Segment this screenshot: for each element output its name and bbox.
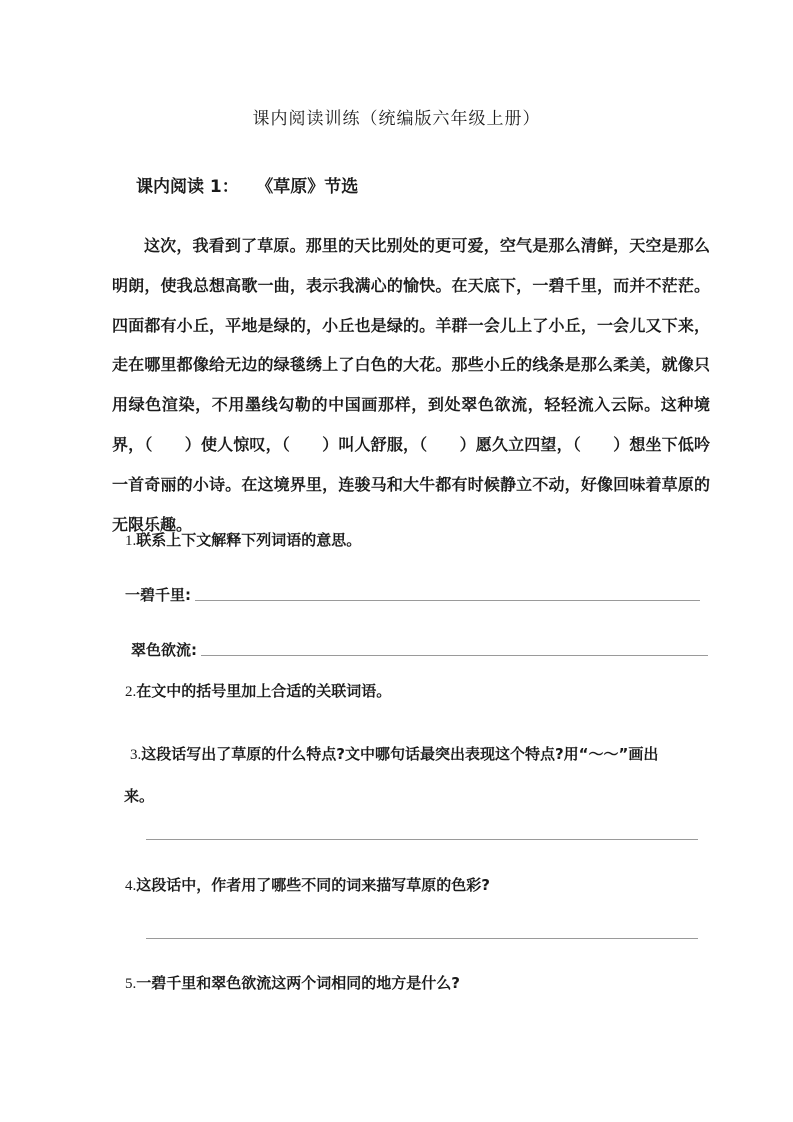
- question-number: 5.: [125, 976, 137, 992]
- answer-line[interactable]: [195, 599, 700, 601]
- section-label: 课内阅读 1：: [136, 177, 239, 197]
- question-number: 2.: [125, 684, 137, 700]
- question-text: 在文中的括号里加上合适的关联词语。: [136, 682, 392, 700]
- section-piece-title: 《草原》节选: [264, 177, 359, 197]
- question-text: 这段话写出了草原的什么特点?文中哪句话最突出表现这个特点?用“～～”画出: [141, 745, 659, 763]
- section-heading: [136, 172, 358, 197]
- question-text: 一碧千里和翠色欲流这两个词相同的地方是什么?: [136, 974, 460, 992]
- question-number: 1.: [125, 533, 137, 549]
- question-text: 联系上下文解释下列词语的意思。: [136, 531, 362, 549]
- answer-line[interactable]: [201, 654, 708, 656]
- question-1: [125, 529, 361, 550]
- question-4: [125, 874, 490, 895]
- answer-line-q3[interactable]: [146, 838, 698, 840]
- question-text-continued: 来。: [124, 787, 155, 805]
- question-text: 这段话中，作者用了哪些不同的词来描写草原的色彩?: [136, 876, 490, 894]
- question-2: [125, 680, 391, 701]
- question-5: [125, 972, 460, 993]
- term-row-2: [131, 639, 708, 660]
- question-number: 4.: [125, 878, 137, 894]
- term-row-1: [125, 584, 700, 605]
- answer-line-q4[interactable]: [146, 937, 698, 939]
- page-title: 课内阅读训练（统编版六年级上册）: [252, 109, 541, 129]
- question-number: 3.: [130, 747, 142, 763]
- question-3: [124, 734, 710, 817]
- term-label: 一碧千里:: [125, 586, 191, 604]
- reading-passage: 这次，我看到了草原。那里的天比别处的更可爱，空气是那么清鲜，天空是那么明朗，使我总想高歌一曲，表示我满心的愉快。在天底下，一碧千里，而并不茫茫。四面都有小丘，平地是绿的，小丘也是绿的。羊群一会儿上了小丘，一会儿又下来，走在哪里都像给无边的绿毯绣上了白色的大花。那些小丘的线条是那么柔美，就像只用绿色渲染，不用墨线勾勒的中国画那样，到处翠色欲流，轻轻流入云际。这种境界，（ ）使人惊叹，（ ）叫人舒服，（ ）愿久立四望，（ ）想坐下低吟一首奇丽的小诗。在这境界里，连骏马和大牛都有时候静立不动，好像回味着草原的无限乐趣。: [112, 236, 710, 534]
- term-label: 翠色欲流:: [131, 641, 197, 659]
